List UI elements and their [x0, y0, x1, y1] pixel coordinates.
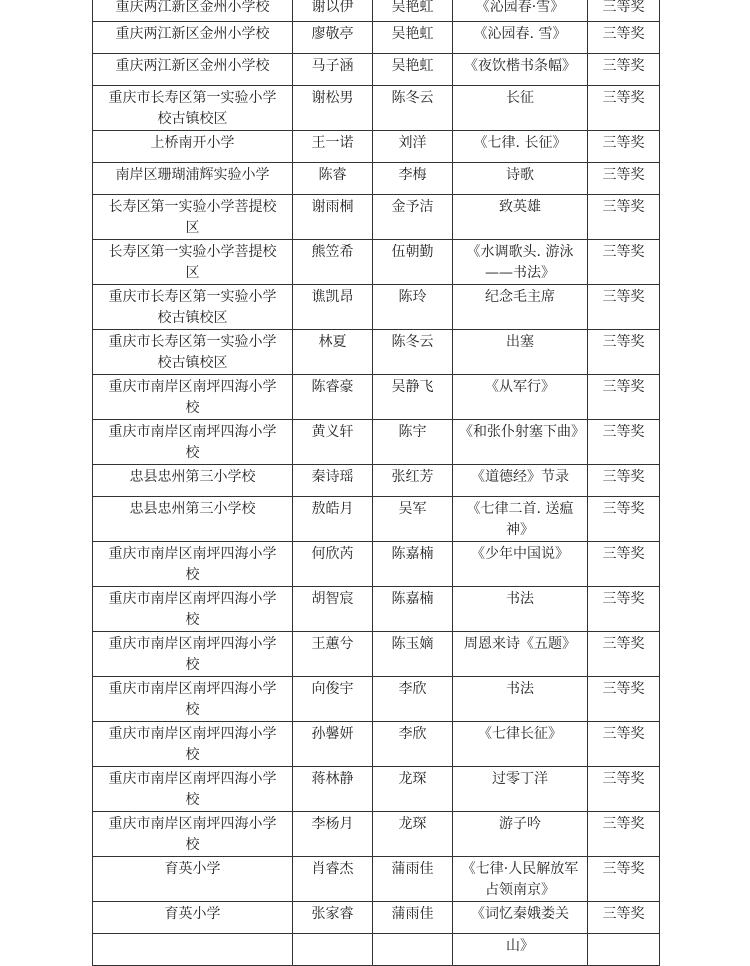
- student-cell: 蒋林静: [293, 767, 373, 812]
- award-cell: 三等奖: [588, 587, 660, 632]
- student-cell: 敖皓月: [293, 497, 373, 542]
- work-cell: 《夜饮楷书条幅》: [453, 54, 588, 86]
- table-row: [93, 677, 660, 722]
- award-cell: 三等奖: [588, 0, 660, 22]
- school-cell: 重庆市南岸区南坪四海小学校: [93, 722, 293, 767]
- school-cell: 重庆两江新区金州小学校: [93, 22, 293, 54]
- award-cell: 三等奖: [588, 857, 660, 902]
- award-cell: 三等奖: [588, 22, 660, 54]
- award-table-body: [93, 0, 660, 966]
- teacher-cell: 陈宇: [373, 420, 453, 465]
- table-row: [93, 902, 660, 934]
- school-cell: 重庆市南岸区南坪四海小学校: [93, 587, 293, 632]
- teacher-cell: 金予洁: [373, 195, 453, 240]
- award-cell: [588, 934, 660, 966]
- teacher-cell: 陈玉嫡: [373, 632, 453, 677]
- teacher-cell: 陈玲: [373, 285, 453, 330]
- student-cell: 胡智宸: [293, 587, 373, 632]
- work-cell: 长征: [453, 86, 588, 131]
- award-cell: 三等奖: [588, 375, 660, 420]
- student-cell: 肖睿杰: [293, 857, 373, 902]
- teacher-cell: 李欣: [373, 722, 453, 767]
- award-cell: 三等奖: [588, 465, 660, 497]
- teacher-cell: 陈冬云: [373, 86, 453, 131]
- teacher-cell: 陈嘉楠: [373, 542, 453, 587]
- school-cell: 重庆市长寿区第一实验小学校古镇校区: [93, 285, 293, 330]
- table-row: [93, 131, 660, 163]
- award-cell: 三等奖: [588, 812, 660, 857]
- work-cell: 《词忆秦娥娄关: [453, 902, 588, 934]
- student-cell: 向俊宇: [293, 677, 373, 722]
- work-cell: 书法: [453, 587, 588, 632]
- work-cell: 《七律二首. 送瘟神》: [453, 497, 588, 542]
- work-cell: 过零丁洋: [453, 767, 588, 812]
- table-row: [93, 285, 660, 330]
- school-cell: 重庆市南岸区南坪四海小学校: [93, 767, 293, 812]
- teacher-cell: 吴艳虹: [373, 22, 453, 54]
- student-cell: 林夏: [293, 330, 373, 375]
- school-cell: 重庆市南岸区南坪四海小学校: [93, 677, 293, 722]
- work-cell: 游子吟: [453, 812, 588, 857]
- award-cell: 三等奖: [588, 131, 660, 163]
- student-cell: 黄义轩: [293, 420, 373, 465]
- work-cell: 纪念毛主席: [453, 285, 588, 330]
- work-cell: 《七律·人民解放军占领南京》: [453, 857, 588, 902]
- school-cell: [93, 934, 293, 966]
- school-cell: 长寿区第一实验小学菩提校区: [93, 195, 293, 240]
- award-table: [92, 0, 660, 966]
- table-row: [93, 465, 660, 497]
- teacher-cell: 吴艳虹: [373, 54, 453, 86]
- student-cell: 孙馨妍: [293, 722, 373, 767]
- school-cell: 重庆两江新区金州小学校: [93, 54, 293, 86]
- table-row: [93, 86, 660, 131]
- table-row: [93, 22, 660, 54]
- school-cell: 重庆市南岸区南坪四海小学校: [93, 632, 293, 677]
- table-row: [93, 163, 660, 195]
- teacher-cell: 伍朝勤: [373, 240, 453, 285]
- teacher-cell: 蒲雨佳: [373, 902, 453, 934]
- award-cell: 三等奖: [588, 632, 660, 677]
- school-cell: 重庆两江新区金州小学校: [93, 0, 293, 22]
- table-row: [93, 542, 660, 587]
- school-cell: 长寿区第一实验小学菩提校区: [93, 240, 293, 285]
- table-row: [93, 812, 660, 857]
- work-cell: 《少年中国说》: [453, 542, 588, 587]
- student-cell: [293, 934, 373, 966]
- award-cell: 三等奖: [588, 86, 660, 131]
- student-cell: 谯凯昂: [293, 285, 373, 330]
- student-cell: 谢松男: [293, 86, 373, 131]
- award-cell: 三等奖: [588, 285, 660, 330]
- school-cell: 育英小学: [93, 902, 293, 934]
- award-cell: 三等奖: [588, 240, 660, 285]
- work-cell: 书法: [453, 677, 588, 722]
- award-cell: 三等奖: [588, 542, 660, 587]
- teacher-cell: [373, 934, 453, 966]
- award-cell: 三等奖: [588, 722, 660, 767]
- work-cell: 周恩来诗《五题》: [453, 632, 588, 677]
- table-row: [93, 587, 660, 632]
- work-cell: 《道德经》节录: [453, 465, 588, 497]
- teacher-cell: 李欣: [373, 677, 453, 722]
- teacher-cell: 张红芳: [373, 465, 453, 497]
- teacher-cell: 刘洋: [373, 131, 453, 163]
- award-cell: 三等奖: [588, 902, 660, 934]
- student-cell: 陈睿: [293, 163, 373, 195]
- school-cell: 忠县忠州第三小学校: [93, 497, 293, 542]
- work-cell: 《七律. 长征》: [453, 131, 588, 163]
- table-row: [93, 240, 660, 285]
- student-cell: 王一诺: [293, 131, 373, 163]
- work-cell: 出塞: [453, 330, 588, 375]
- table-row: [93, 420, 660, 465]
- student-cell: 熊笠希: [293, 240, 373, 285]
- award-cell: 三等奖: [588, 195, 660, 240]
- table-row: [93, 767, 660, 812]
- school-cell: 重庆市南岸区南坪四海小学校: [93, 375, 293, 420]
- work-cell: 《七律长征》: [453, 722, 588, 767]
- school-cell: 育英小学: [93, 857, 293, 902]
- school-cell: 忠县忠州第三小学校: [93, 465, 293, 497]
- award-cell: 三等奖: [588, 677, 660, 722]
- teacher-cell: 龙琛: [373, 767, 453, 812]
- work-cell: 《水调歌头. 游泳——书法》: [453, 240, 588, 285]
- award-cell: 三等奖: [588, 54, 660, 86]
- teacher-cell: 龙琛: [373, 812, 453, 857]
- teacher-cell: 蒲雨佳: [373, 857, 453, 902]
- student-cell: 谢以伊: [293, 0, 373, 22]
- table-row: [93, 54, 660, 86]
- student-cell: 谢雨桐: [293, 195, 373, 240]
- school-cell: 上桥南开小学: [93, 131, 293, 163]
- table-row: [93, 632, 660, 677]
- award-list-sheet: [92, 0, 659, 966]
- teacher-cell: 陈冬云: [373, 330, 453, 375]
- school-cell: 重庆市南岸区南坪四海小学校: [93, 542, 293, 587]
- table-row: [93, 195, 660, 240]
- teacher-cell: 李梅: [373, 163, 453, 195]
- student-cell: 秦诗瑶: [293, 465, 373, 497]
- table-row: [93, 330, 660, 375]
- student-cell: 廖敬亭: [293, 22, 373, 54]
- school-cell: 重庆市长寿区第一实验小学校古镇校区: [93, 86, 293, 131]
- work-cell: 诗歌: [453, 163, 588, 195]
- award-cell: 三等奖: [588, 163, 660, 195]
- work-cell: 山》: [453, 934, 588, 966]
- award-cell: 三等奖: [588, 420, 660, 465]
- student-cell: 李杨月: [293, 812, 373, 857]
- table-row: [93, 722, 660, 767]
- school-cell: 南岸区珊瑚浦辉实验小学: [93, 163, 293, 195]
- school-cell: 重庆市南岸区南坪四海小学校: [93, 420, 293, 465]
- table-row: [93, 375, 660, 420]
- student-cell: 何欣芮: [293, 542, 373, 587]
- table-row: [93, 857, 660, 902]
- school-cell: 重庆市南岸区南坪四海小学校: [93, 812, 293, 857]
- work-cell: 《从军行》: [453, 375, 588, 420]
- teacher-cell: 吴艳虹: [373, 0, 453, 22]
- table-row: [93, 0, 660, 22]
- teacher-cell: 吴静飞: [373, 375, 453, 420]
- award-cell: 三等奖: [588, 767, 660, 812]
- student-cell: 张家睿: [293, 902, 373, 934]
- work-cell: 致英雄: [453, 195, 588, 240]
- work-cell: 《沁园春·雪》: [453, 0, 588, 22]
- school-cell: 重庆市长寿区第一实验小学校古镇校区: [93, 330, 293, 375]
- award-cell: 三等奖: [588, 330, 660, 375]
- table-row: [93, 497, 660, 542]
- work-cell: 《和张仆射塞下曲》: [453, 420, 588, 465]
- teacher-cell: 吴军: [373, 497, 453, 542]
- student-cell: 陈睿豪: [293, 375, 373, 420]
- work-cell: 《沁园春. 雪》: [453, 22, 588, 54]
- table-row: [93, 934, 660, 966]
- student-cell: 王蕙兮: [293, 632, 373, 677]
- teacher-cell: 陈嘉楠: [373, 587, 453, 632]
- student-cell: 马子涵: [293, 54, 373, 86]
- award-cell: 三等奖: [588, 497, 660, 542]
